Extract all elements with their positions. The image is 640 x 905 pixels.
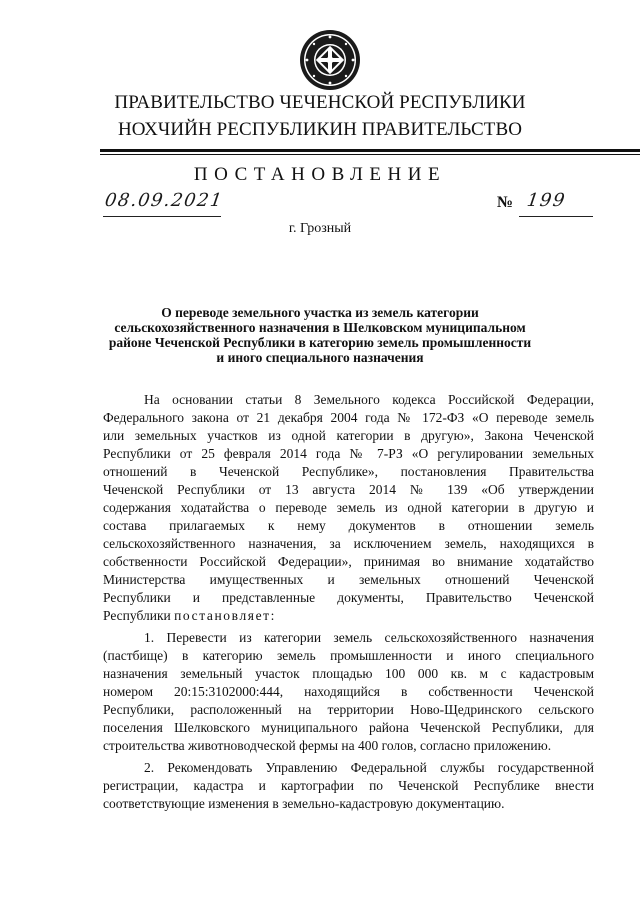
item-1-line: номером 20:15:3102000:444, находящийся в собственности Чеченской bbox=[103, 684, 594, 699]
preamble-line: На основании статьи 8 Земельного кодекса Российской Федерации, bbox=[144, 392, 594, 407]
item-2-line: регистрации, кадастра и картографии по Чеченской Республике внести bbox=[103, 778, 594, 793]
preamble-line: сельскохозяйственного назначения, за исключением земель, находящихся в bbox=[103, 536, 594, 551]
header-divider-thin bbox=[100, 154, 640, 155]
preamble-line: Федерального закона от 21 декабря 2004 года № 172-ФЗ «О переводе земель bbox=[103, 410, 594, 425]
document-title-line: сельскохозяйственного назначения в Шелковском муниципальном bbox=[114, 320, 526, 335]
preamble-line: состава прилагаемых к нему документов в отношении земель bbox=[103, 518, 594, 533]
item-1-line: Республики, расположенный на территории Ново-Щедринского сельского bbox=[103, 702, 594, 717]
preamble-line: содержания ходатайства о переводе земель из одной категории в другую и bbox=[103, 500, 594, 515]
item-2-line: 2. Рекомендовать Управлению Федеральной службы государственной bbox=[144, 760, 594, 775]
handwritten-date: 08.09.2021 bbox=[103, 190, 225, 211]
government-name-chechen: НОХЧИЙН РЕСПУБЛИКИН ПРАВИТЕЛЬСТВО bbox=[117, 119, 523, 140]
government-name-russian: ПРАВИТЕЛЬСТВО ЧЕЧЕНСКОЙ РЕСПУБЛИКИ bbox=[114, 92, 526, 113]
number-underline bbox=[519, 190, 593, 217]
document-title-line: и иного специального назначения bbox=[216, 350, 424, 365]
date-field bbox=[103, 190, 225, 217]
item-1-line: поселения Шелковского муниципального района Чеченской Республики, для bbox=[103, 720, 594, 735]
preamble-line: или земельных участков из одной категории в другую», Закона Чеченской bbox=[103, 428, 594, 443]
item-1-line: строительства животноводческой фермы на 400 голов, согласно приложению. bbox=[103, 738, 552, 753]
preamble-line-last bbox=[103, 608, 594, 624]
preamble-line: Министерства имущественных и земельных отношений Чеченской bbox=[103, 572, 594, 587]
preamble-line: отношений в Чеченской Республике», постановления Правительства bbox=[103, 464, 594, 479]
city-of-issue: г. Грозный bbox=[288, 221, 352, 236]
document-number-field bbox=[497, 190, 593, 216]
preamble-line: Республики от 25 февраля 2014 года № 7-РЗ «О регулировании земельных bbox=[103, 446, 594, 461]
preamble-line: Чеченской Республики от 13 августа 2014 № 139 «Об утверждении bbox=[103, 482, 594, 497]
preamble-last-prefix: Республики bbox=[103, 608, 175, 623]
document-title-line: О переводе земельного участка из земель категории bbox=[161, 305, 479, 320]
header-divider-thick bbox=[100, 149, 640, 152]
item-2-line: соответствующие изменения в земельно-кадастровую документацию. bbox=[103, 796, 505, 811]
document-type: ПОСТАНОВЛЕНИЕ bbox=[193, 164, 447, 185]
item-1-line: (пастбище) в категорию земель промышленности и иного специального bbox=[103, 648, 594, 663]
item-1-line: назначения земельный участок площадью 100 000 кв. м с кадастровым bbox=[103, 666, 594, 681]
item-1-line: 1. Перевести из категории земель сельскохозяйственного назначения bbox=[144, 630, 594, 645]
document-title-line: районе Чеченской Республики в категорию земель промышленности bbox=[108, 335, 532, 350]
handwritten-number: 199 bbox=[525, 190, 568, 211]
decree-keyword: постановляет: bbox=[174, 608, 277, 623]
preamble-line: собственности Российской Федерации», принимая во внимание ходатайство bbox=[103, 554, 594, 569]
coat-of-arms-emblem bbox=[298, 28, 362, 92]
number-sign: № bbox=[497, 194, 514, 211]
preamble-line: Республики и представленные документы, Правительство Чеченской bbox=[103, 590, 594, 605]
